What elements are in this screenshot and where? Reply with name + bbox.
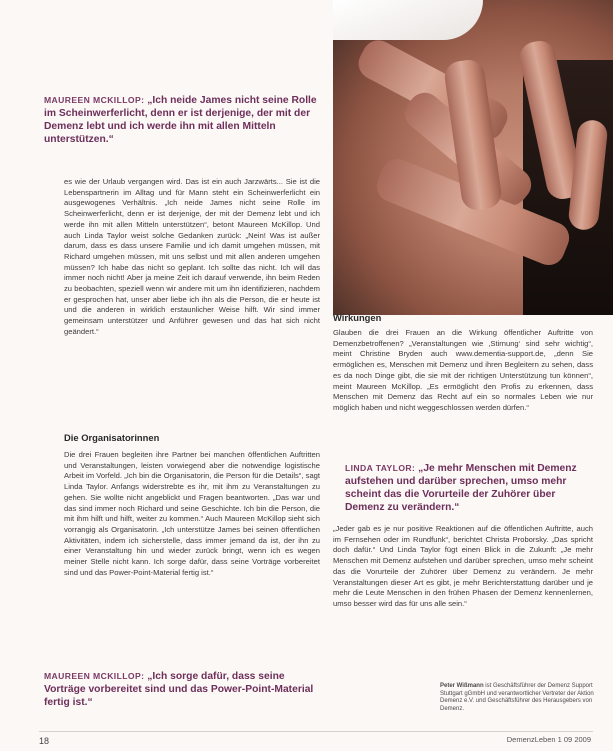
body-text-right-2: [333, 524, 593, 654]
journal-footer: DemenzLeben 1 09 2009: [506, 735, 591, 744]
pull-quote-bottom: [44, 670, 328, 709]
author-name: Peter Wißmann: [440, 683, 484, 689]
sleeve-shape: [333, 0, 483, 40]
quote-speaker: MAUREEN MCKILLOP:: [44, 95, 145, 105]
quote-speaker: LINDA TAYLOR:: [345, 463, 416, 473]
paragraph: Glauben die drei Frauen an die Wirkung öffentlicher Auftritte von Demenzbetroffenen? „Veranstaltungen wie ‚Stirnung‘ sind sehr wichtig“, meint Christine Bryden auch www.dementia-support.de, „denn Sie ermöglichen es, Menschen mit Demenz und ihren Begleitern zu sehen, dass es da noch Dinge gibt, die sie mit der richtigen Unterstützung tun können“, meint Maureen McKillop. „Es ermöglicht den Profis zu erkennen, dass Menschen mit Demenz das Recht auf ein so normales Leben wie nur möglich haben und nicht weggeschlossen werden dürfen.“: [333, 328, 593, 412]
paragraph: Die drei Frauen begleiten ihre Partner bei manchen öffentlichen Auftritten und Veranstaltungen, leisten vorwiegend aber die notwendige logistische Arbeit im Vorfeld. „Ich bin die Organisatorin, die Person für die Details“, sagt Linda Taylor. Anfangs widerstrebte es ihr, mit ihm zu Veranstaltungen zu gehen. Sie wollte nicht angeblickt und Fragen beantworten. „Das war und das sind immer noch Richard und seine Geschichte. Ich bin die Person, die mit ihm hilft und hilft, weiter zu kommen.“ Auch Maureen McKillop sieht sich vorrangig als Organisatorin. „Ich unterstütze James bei seinen öffentlichen Aktivitäten, indem ich sicherstelle, dass immer jemand da ist, der ihn zu einer Veranstaltung hin und wieder zurück bringt, wenn ich es wegen meiner Stelle nicht kann. Ich sorge dafür, dass seine Vorträge vorbereitet sind und das Power-Point-Material fertig ist.“: [64, 450, 320, 577]
body-text-right-1: [333, 328, 593, 452]
author-bio: ist Geschäftsführer der Demenz Support Stuttgart gGmbH und verantwortlicher Vertreter der Aktion Demenz e.V. und Geschäftsführer des Herausgebers von Demenz.: [440, 683, 594, 712]
paragraph: „Jeder gab es je nur positive Reaktionen auf die öffentlichen Auftritte, auch im Fernsehen oder im Rundfunk“, berichtet Christa Proborsky. „Das spricht doch dafür.“ Und Linda Taylor fügt einen Blick in die Zukunft: „Je mehr Menschen mit Demenz aufstehen und darüber sprechen, umso mehr scheint das die Vorurteile der Zuhörer über Demenz zu verändern. Je mehr Veranstaltungen dieser Art es gibt, je mehr Berichterstattung darüber und je mehr die Leute Menschen in den frühen Phasen der Demenz kennenlernen, umso besser wird das für uns alle sein.“: [333, 524, 593, 608]
author-caption: [440, 683, 600, 713]
quote-text: „Ich sorge dafür, dass seine Vorträge vorbereitet sind und das Power-Point-Material fertig ist.“: [44, 671, 314, 708]
pull-quote-right: [345, 462, 585, 514]
footer-divider: [39, 731, 593, 732]
body-text-left-1: [64, 177, 320, 411]
paragraph: es wie der Urlaub vergangen wird. Das ist ein auch Jarzwärts... Sie ist die Lebenspartnerin im Alltag und für Mann steht ein Scheinwerferlicht ein ausgewogenes Verhältnis. „Ich neide James nicht seine Rolle im Scheinwerferlicht, denn er ist derjenige, der mit der Demenz lebt und ich werde ihn mit allen Mitteln unterstützen“, betont Maureen McKillop. Und auch Linda Taylor weist solche Gedanken zurück: „Nein! Was ist außer darum, dass es dass unsere Familie und ich damit umgehen müssen, mit Richard umgehen müssen, mit uns selbst und mit allen anderen umgehen müssen? Ich habe das nicht so geplant. Ich sollte das nicht. Ich will das immer noch nicht! Aber ja meine Zeit ich darauf verwende, ihn beim Reden zu beobachten, speziell wenn wir andere mit um ihn identifizieren, nachdem er gesprochen hat, unser aber liebe ich ihn als die Person, die er heute ist und die anderen in wirklich erstaunlicher Weise hilft. Wir sind immer gemeinsam unterstützer und Anführer gewesen und das hat sich nicht geändert.“: [64, 177, 320, 336]
hands-photo: [333, 0, 613, 315]
body-text-left-2: [64, 450, 320, 654]
quote-speaker: MAUREEN MCKILLOP:: [44, 671, 145, 681]
quote-text: „Ich neide James nicht seine Rolle im Scheinwerferlicht, denn er ist derjenige, der mit der Demenz lebt und ich werde ihn mit allen Mitteln unterstützen.“: [44, 95, 317, 145]
page-number: 18: [39, 736, 50, 746]
section-heading-organisatorinnen: Die Organisatorinnen: [64, 432, 160, 443]
pull-quote-top: [44, 94, 328, 146]
quote-text: „Je mehr Menschen mit Demenz aufstehen und darüber sprechen, umso mehr scheint das die Vorurteile der Zuhörer über Demenz zu verändern.“: [345, 463, 577, 513]
section-heading-wirkungen: Wirkungen: [333, 312, 382, 323]
